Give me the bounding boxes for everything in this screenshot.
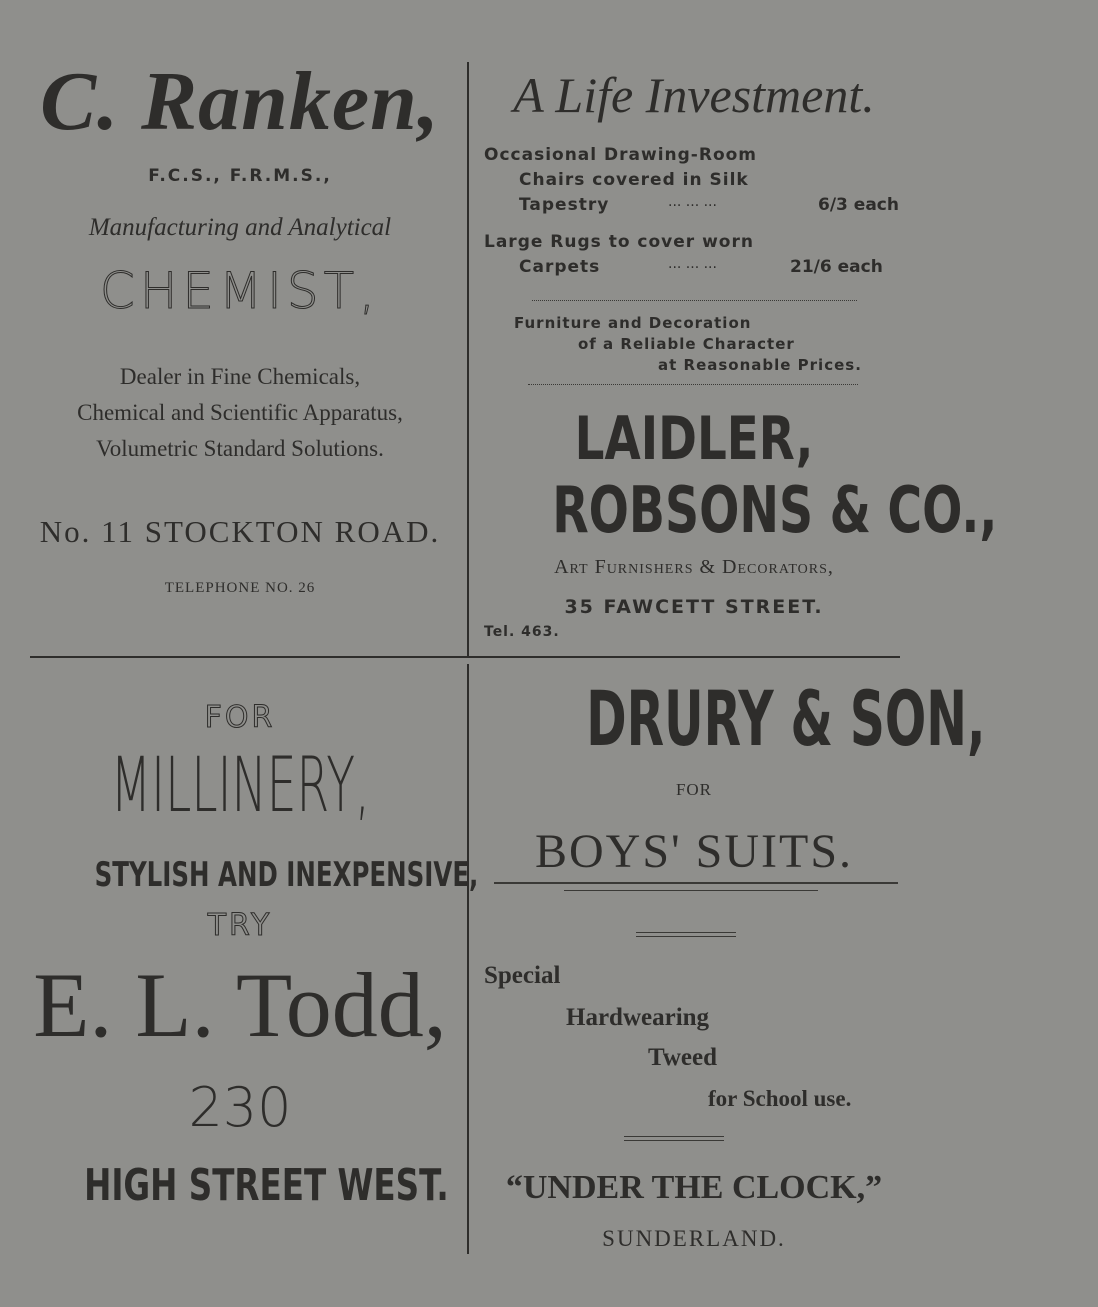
todd-try: TRY <box>207 908 273 943</box>
special-1: Special <box>484 962 561 989</box>
short-rule-2a <box>624 1136 724 1137</box>
drury-location: “UNDER THE CLOCK,” <box>505 1169 883 1206</box>
firm-line2: ROBSONS & CO., <box>552 474 998 548</box>
item1-dots: ... ... ... <box>668 194 717 210</box>
drury-for: FOR <box>675 780 713 799</box>
ranken-qualifications: F.C.S., F.R.M.S., <box>148 166 332 186</box>
firm-line2-wrap <box>474 474 998 548</box>
firm-line1: LAIDLER, <box>574 404 814 474</box>
product-underline <box>494 882 898 884</box>
todd-desc: STYLISH AND INEXPENSIVE, <box>94 855 479 895</box>
short-rule-1b <box>636 936 736 937</box>
laidler-heading: A Life Investment. <box>513 67 875 123</box>
wavy-rule-2 <box>528 384 858 385</box>
todd-number: 230 <box>188 1076 292 1139</box>
ranken-trade: Manufacturing and Analytical <box>88 214 392 241</box>
todd-desc-wrap <box>20 852 479 898</box>
item1-line1: Occasional Drawing-Room <box>484 145 758 165</box>
wavy-rule-1 <box>532 300 857 301</box>
drury-firm: DRURY & SON, <box>586 674 986 763</box>
item2-dots: ... ... ... <box>668 256 717 272</box>
special-3: Tweed <box>648 1044 717 1071</box>
drury-firm-wrap <box>474 674 986 763</box>
ranken-line-1: Dealer in Fine Chemicals, <box>119 364 361 389</box>
ranken-line-3: Volumetric Standard Solutions. <box>96 436 384 461</box>
ranken-name: C. Ranken, <box>40 55 440 148</box>
item1-label: Tapestry <box>519 195 610 215</box>
todd-for: FOR <box>204 700 276 735</box>
firm-line1-wrap <box>474 404 914 474</box>
vertical-divider-top <box>467 62 469 656</box>
tag-line2: of a Reliable Character <box>578 335 795 353</box>
laidler-telephone: Tel. 463. <box>484 624 560 640</box>
short-rule-1a <box>636 932 736 933</box>
todd-product-wrap <box>20 740 460 830</box>
ranken-telephone: TELEPHONE NO. 26 <box>164 580 316 596</box>
todd-product: MILLINERY, <box>110 740 370 829</box>
todd-street: HIGH STREET WEST. <box>84 1160 449 1211</box>
product-underline-2 <box>564 890 818 891</box>
item2-label: Carpets <box>519 257 601 277</box>
item1-line2: Chairs covered in Silk <box>519 170 749 190</box>
drury-product: BOYS' SUITS. <box>534 825 854 878</box>
ranken-address: No. 11 STOCKTON ROAD. <box>39 514 441 549</box>
ranken-line-2: Chemical and Scientific Apparatus, <box>77 400 403 425</box>
todd-street-wrap <box>20 1158 460 1214</box>
vertical-divider-bottom <box>467 664 469 1254</box>
drury-town: SUNDERLAND. <box>602 1226 786 1251</box>
item1-price: 6/3 each <box>818 195 899 215</box>
horizontal-divider <box>30 656 900 658</box>
todd-name: E. L. Todd, <box>33 954 447 1056</box>
short-rule-2b <box>624 1140 724 1141</box>
item2-price: 21/6 each <box>790 257 883 277</box>
tag-line1: Furniture and Decoration <box>514 314 752 332</box>
item2-line1: Large Rugs to cover worn <box>484 232 754 252</box>
special-2: Hardwearing <box>566 1004 710 1031</box>
laidler-address: 35 FAWCETT STREET. <box>564 596 824 618</box>
special-4: for School use. <box>708 1086 852 1111</box>
ranken-profession: CHEMIST, <box>99 262 381 320</box>
firm-trade: Art Furnishers & Decorators, <box>554 556 834 578</box>
tag-line3: at Reasonable Prices. <box>658 356 862 374</box>
